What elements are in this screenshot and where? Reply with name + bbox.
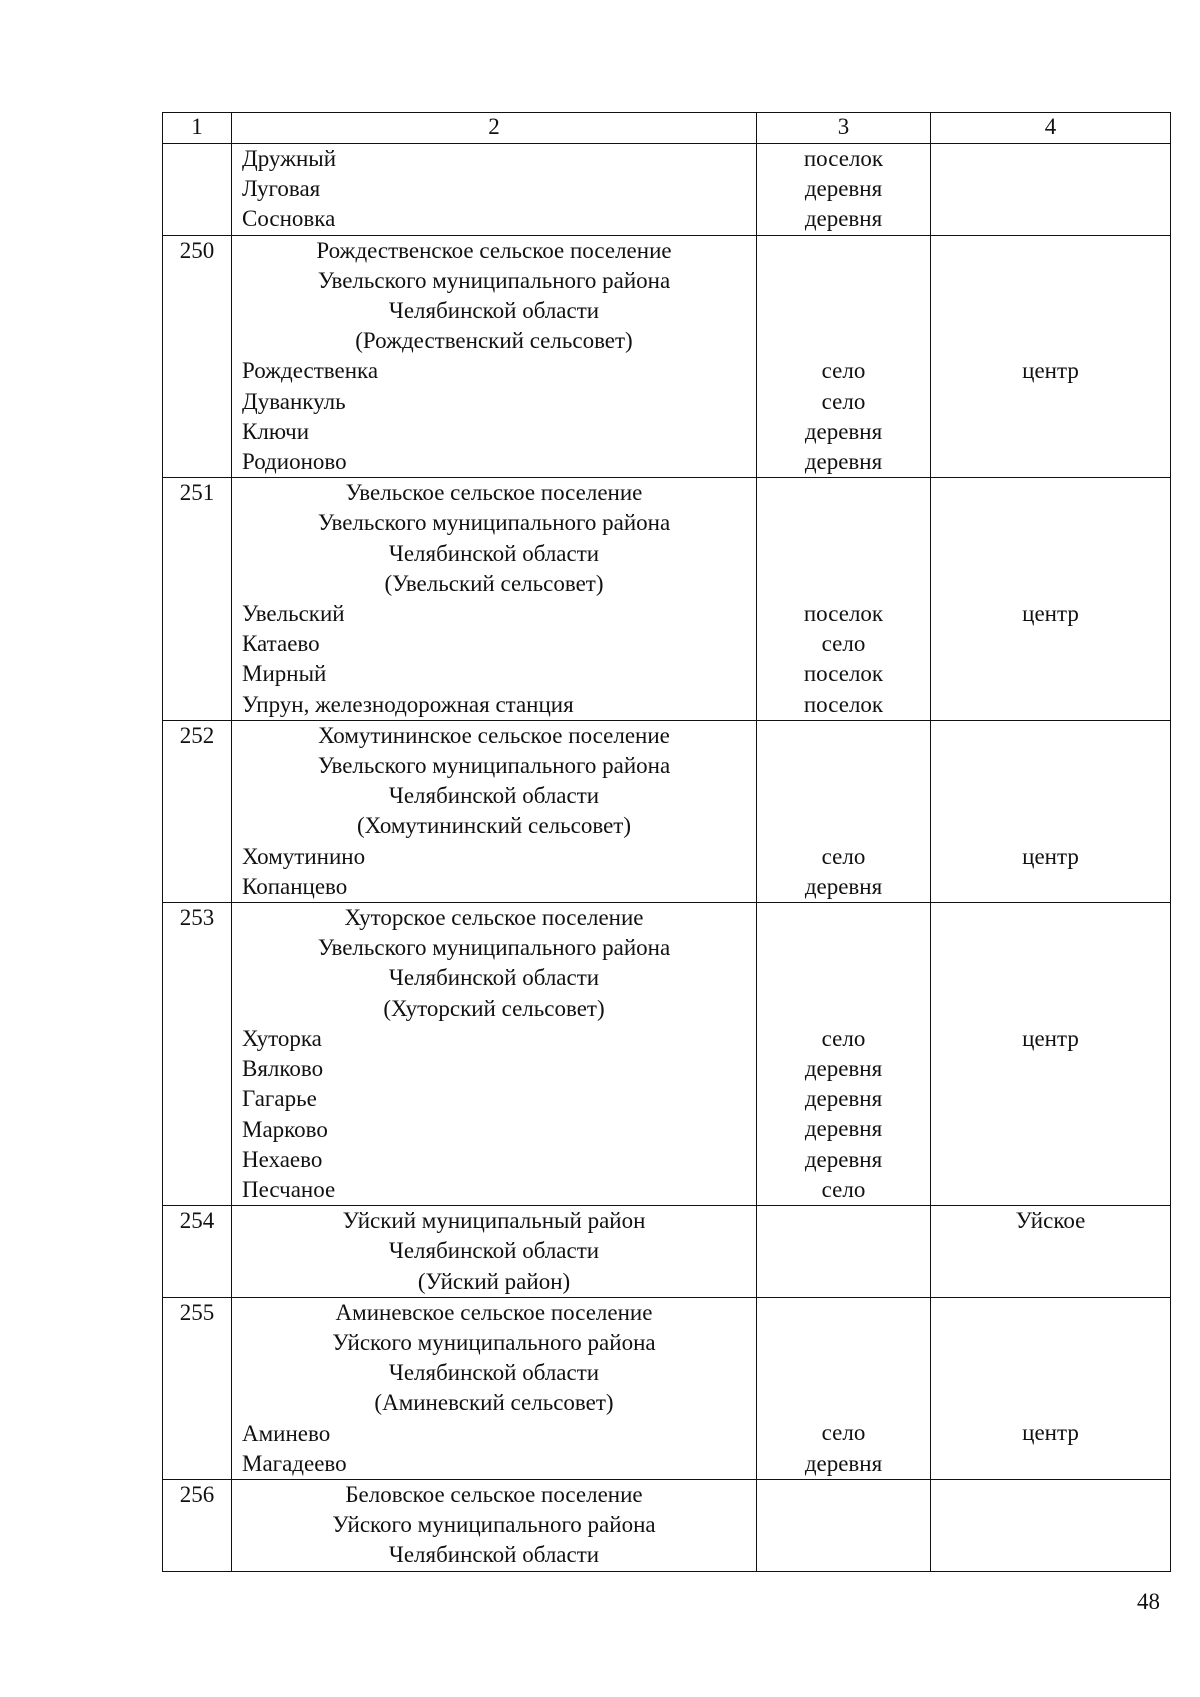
settlement-notes-cell	[931, 1479, 1171, 1571]
settlement-note	[931, 417, 1170, 447]
settlement-note	[931, 1084, 1170, 1114]
settlement-name: Рождественка	[242, 358, 379, 384]
settlement-type	[757, 751, 930, 781]
municipality-name-line: Рождественское сельское поселение	[316, 237, 672, 263]
settlement-type	[757, 478, 930, 508]
settlement-type	[757, 1540, 930, 1570]
settlement-name: Аминево	[242, 1420, 331, 1446]
settlement-notes-cell	[931, 1206, 1171, 1298]
settlement-type: деревня	[804, 1450, 883, 1476]
settlement-type	[757, 933, 930, 963]
row-number: 250	[163, 235, 232, 478]
header-row	[163, 113, 1171, 144]
settlement-type	[757, 721, 930, 751]
settlement-type	[757, 1388, 930, 1418]
settlement-note	[931, 1054, 1170, 1084]
municipality-name-line: (Увельский сельсовет)	[384, 570, 604, 596]
settlement-type	[757, 266, 930, 296]
settlement-note	[931, 266, 1170, 296]
settlement-type: село	[821, 1176, 866, 1202]
row-number: 254	[163, 1206, 232, 1298]
settlement-type: поселок	[803, 146, 884, 171]
settlement-name: Родионово	[242, 449, 347, 475]
settlement-name: Луговая	[242, 176, 321, 202]
municipality-name-line: Уйского муниципального района	[332, 1512, 656, 1538]
settlement-type	[757, 1480, 930, 1510]
settlement-type	[757, 539, 930, 569]
settlement-type	[757, 994, 930, 1024]
settlement-note	[931, 963, 1170, 993]
settlement-type: село	[821, 843, 866, 869]
settlement-note	[931, 1510, 1170, 1540]
settlement-type	[757, 296, 930, 326]
settlement-note	[931, 326, 1170, 356]
municipality-name-line: Увельского муниципального района	[317, 935, 671, 961]
table-row	[163, 235, 1171, 478]
settlement-name: Мирный	[242, 661, 327, 687]
settlement-notes-cell	[931, 235, 1171, 478]
settlement-notes-cell	[931, 144, 1171, 236]
settlement-name: Вялково	[242, 1056, 324, 1082]
table-row	[163, 478, 1171, 721]
settlement-name: Магадеево	[242, 1450, 347, 1476]
table-row	[163, 1297, 1171, 1479]
municipality-name-line: Аминевское сельское поселение	[335, 1299, 653, 1325]
settlement-note	[931, 478, 1170, 508]
municipality-name-line: Хуторское сельское поселение	[344, 905, 644, 931]
settlement-note	[931, 1298, 1170, 1328]
settlement-notes-cell	[931, 903, 1171, 1206]
settlement-note	[931, 569, 1170, 599]
settlement-note: центр	[1022, 600, 1079, 626]
settlement-type	[757, 963, 930, 993]
settlement-types-cell	[757, 1297, 931, 1479]
municipality-name-line: Увельского муниципального района	[317, 753, 671, 779]
settlement-name: Сосновка	[242, 206, 336, 232]
settlement-type	[757, 811, 930, 841]
settlement-note	[931, 204, 1170, 234]
row-number: 255	[163, 1297, 232, 1479]
municipality-name-line: Хомутининское сельское поселение	[318, 722, 670, 748]
settlement-name: Копанцево	[242, 873, 348, 899]
settlement-types-cell	[757, 144, 931, 236]
settlement-type	[757, 903, 930, 933]
municipality-name-line: Челябинской области	[388, 540, 600, 566]
settlement-type	[757, 1510, 930, 1540]
page-number: 48	[1137, 1589, 1160, 1614]
settlement-name: Хомутинино	[242, 843, 366, 869]
settlement-note	[931, 903, 1170, 933]
settlement-note: центр	[1022, 358, 1079, 384]
settlement-type: село	[821, 388, 866, 414]
settlement-note	[931, 933, 1170, 963]
settlement-note: центр	[1022, 843, 1079, 869]
municipality-name-line: Челябинской области	[388, 1360, 600, 1386]
settlement-types-cell	[757, 1206, 931, 1298]
settlement-types-cell	[757, 720, 931, 902]
settlement-type	[757, 1358, 930, 1388]
settlement-type: деревня	[804, 448, 883, 474]
settlement-notes-cell	[931, 720, 1171, 902]
settlement-names-cell	[232, 1297, 757, 1479]
settlement-name: Ключи	[242, 418, 310, 444]
table-row	[163, 1479, 1171, 1571]
settlement-type	[757, 1266, 930, 1296]
settlement-note	[931, 144, 1170, 174]
settlement-note	[931, 690, 1170, 720]
municipality-name-line: Челябинской области	[388, 1542, 600, 1568]
column-header-3: 3	[757, 113, 931, 144]
settlement-note	[931, 1328, 1170, 1358]
settlement-types-cell	[757, 478, 931, 721]
table-row	[163, 144, 1171, 236]
settlement-type: деревня	[804, 873, 883, 899]
settlement-type: поселок	[803, 600, 884, 626]
municipality-name-line: Челябинской области	[388, 965, 600, 991]
settlement-notes-cell	[931, 478, 1171, 721]
settlement-type: поселок	[803, 661, 884, 687]
settlement-note	[931, 781, 1170, 811]
settlement-notes-cell	[931, 1297, 1171, 1479]
settlement-names-cell	[232, 1206, 757, 1298]
table-row	[163, 903, 1171, 1206]
settlement-names-cell	[232, 1479, 757, 1571]
settlement-types-cell	[757, 235, 931, 478]
settlement-type: село	[821, 1025, 866, 1051]
municipality-name-line: (Хуторский сельсовет)	[383, 995, 605, 1021]
settlement-names-cell	[232, 235, 757, 478]
municipality-name-line: Уйский муниципальный район	[342, 1208, 646, 1234]
settlement-names-cell	[232, 478, 757, 721]
settlement-note	[931, 1266, 1170, 1296]
settlement-name: Марково	[242, 1116, 328, 1142]
settlement-note	[931, 1540, 1170, 1570]
settlement-note	[931, 751, 1170, 781]
settlement-names-cell	[232, 903, 757, 1206]
settlement-note	[931, 296, 1170, 326]
municipality-name-line: (Рождественский сельсовет)	[355, 328, 633, 354]
settlement-note	[931, 1145, 1170, 1175]
settlement-type: село	[821, 358, 866, 384]
settlement-type	[757, 508, 930, 538]
settlement-note	[931, 1480, 1170, 1510]
settlement-note	[931, 994, 1170, 1024]
municipality-name-line: (Хомутининский сельсовет)	[357, 813, 631, 839]
settlement-name: Дуванкуль	[242, 388, 346, 414]
settlement-name: Нехаево	[242, 1146, 323, 1172]
settlement-note	[931, 1175, 1170, 1205]
settlement-name: Дружный	[242, 146, 337, 171]
row-number: 253	[163, 903, 232, 1206]
settlement-type	[757, 1206, 930, 1236]
municipality-name-line: Челябинской области	[388, 783, 600, 809]
table-row	[163, 1206, 1171, 1298]
settlement-type	[757, 569, 930, 599]
settlement-note	[931, 236, 1170, 266]
settlement-note	[931, 721, 1170, 751]
settlement-name: Упрун, железнодорожная станция	[242, 691, 574, 717]
municipality-name-line: Увельское сельское поселение	[345, 480, 643, 506]
settlement-note	[931, 1114, 1170, 1144]
settlement-name: Увельский	[242, 601, 345, 627]
settlement-names-cell	[232, 720, 757, 902]
settlement-type	[757, 1328, 930, 1358]
settlement-names-cell	[232, 144, 757, 236]
settlement-type: деревня	[804, 1116, 883, 1142]
settlement-note	[931, 659, 1170, 689]
municipality-name-line: Беловское сельское поселение	[345, 1481, 643, 1507]
settlement-type	[757, 326, 930, 356]
settlement-note	[931, 387, 1170, 417]
row-number: 251	[163, 478, 232, 721]
settlement-note	[931, 1388, 1170, 1418]
settlement-note: центр	[1022, 1420, 1079, 1446]
settlement-type: деревня	[804, 176, 883, 202]
settlement-name: Гагарье	[242, 1086, 317, 1112]
municipality-name-line: Челябинской области	[388, 298, 600, 324]
settlement-note	[931, 174, 1170, 204]
settlement-note	[931, 629, 1170, 659]
row-number: 256	[163, 1479, 232, 1571]
municipality-name-line: Челябинской области	[388, 1238, 600, 1264]
settlement-type: поселок	[803, 691, 884, 717]
settlement-type: село	[821, 631, 866, 657]
settlements-table	[162, 112, 1171, 1572]
settlement-type	[757, 1298, 930, 1328]
column-header-2: 2	[232, 113, 757, 144]
column-header-4: 4	[931, 113, 1171, 144]
settlement-note	[931, 1358, 1170, 1388]
municipality-name-line: Уйского муниципального района	[332, 1329, 656, 1355]
table-row	[163, 720, 1171, 902]
municipality-name-line: (Аминевский сельсовет)	[374, 1390, 614, 1416]
settlement-types-cell	[757, 1479, 931, 1571]
settlement-note	[931, 872, 1170, 902]
settlement-type: село	[821, 1420, 866, 1446]
municipality-name-line: Увельского муниципального района	[317, 510, 671, 536]
table-body	[163, 113, 1171, 1572]
settlement-note	[931, 1236, 1170, 1266]
settlement-type: деревня	[804, 1086, 883, 1112]
settlement-type	[757, 236, 930, 266]
settlement-name: Катаево	[242, 631, 320, 657]
settlement-note	[931, 539, 1170, 569]
settlement-note	[931, 811, 1170, 841]
settlement-note: центр	[1022, 1025, 1079, 1051]
municipality-name-line: (Уйский район)	[417, 1268, 571, 1294]
settlement-name: Хуторка	[242, 1025, 322, 1051]
settlement-type	[757, 781, 930, 811]
row-number	[163, 144, 232, 236]
settlement-type: деревня	[804, 418, 883, 444]
municipality-name-line: Увельского муниципального района	[317, 267, 671, 293]
settlement-note: Уйское	[1015, 1208, 1086, 1234]
row-number: 252	[163, 720, 232, 902]
settlement-type	[757, 1236, 930, 1266]
settlement-type: деревня	[804, 1146, 883, 1172]
settlement-note	[931, 1449, 1170, 1479]
settlement-types-cell	[757, 903, 931, 1206]
settlement-name: Песчаное	[242, 1176, 336, 1202]
settlement-note	[931, 447, 1170, 477]
settlement-note	[931, 508, 1170, 538]
column-header-1: 1	[163, 113, 232, 144]
settlement-type: деревня	[804, 1056, 883, 1082]
settlement-type: деревня	[804, 206, 883, 232]
